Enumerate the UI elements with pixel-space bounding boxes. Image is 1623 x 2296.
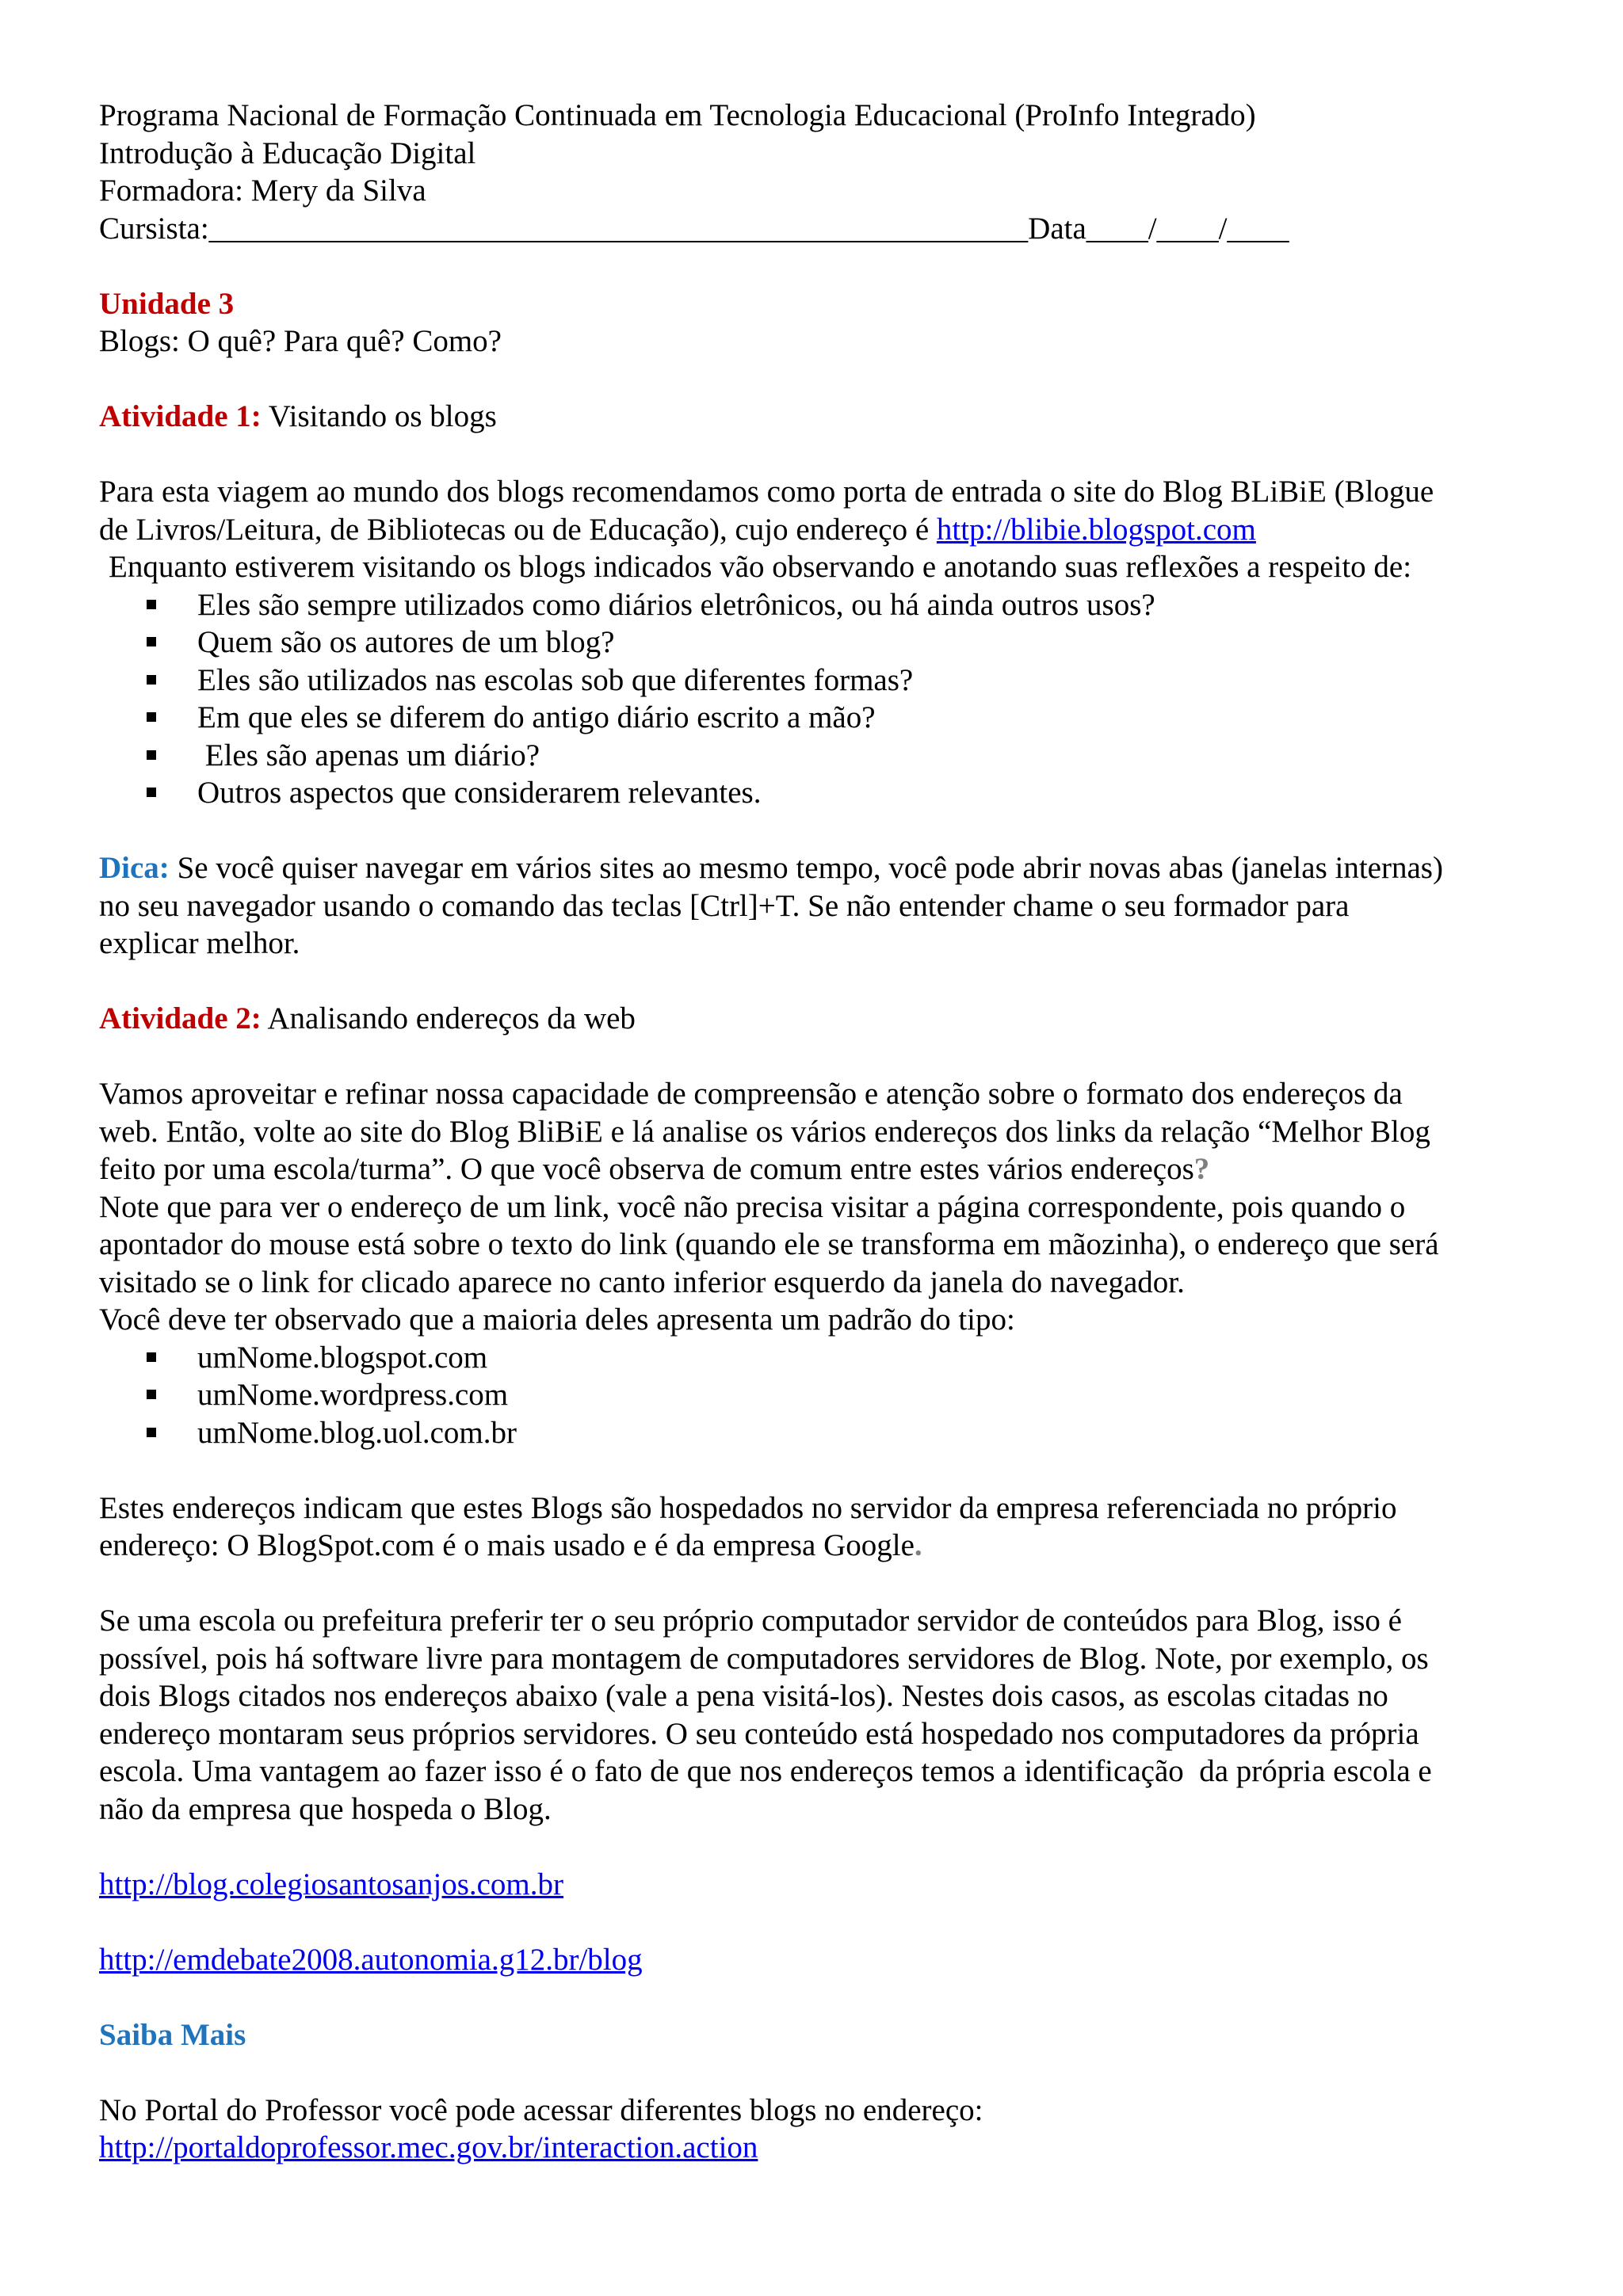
activity2-label: Atividade 2: <box>99 1001 262 1035</box>
activity2-p1-line2: web. Então, volte ao site do Blog BliBiE e lá analise os vários endereços dos links da relação “Melhor Blog <box>99 1114 1430 1149</box>
activity2-p3-line1: Você deve ter observado que a maioria deles apresenta um padrão do tipo: <box>99 1302 1015 1337</box>
period-mark: . <box>914 1528 922 1562</box>
bullet-icon <box>147 637 156 646</box>
address-patterns <box>99 1339 1549 1452</box>
tip-label: Dica: <box>99 851 170 885</box>
list-item <box>99 774 1549 812</box>
list-item-text: Eles são apenas um diário? <box>197 738 540 772</box>
course-title: Introdução à Educação Digital <box>99 135 476 170</box>
list-item-text: umNome.blog.uol.com.br <box>197 1415 517 1450</box>
list-item <box>99 1376 1549 1414</box>
bullet-icon <box>147 788 156 797</box>
bullet-icon <box>147 750 156 760</box>
activity2-title: Analisando endereços da web <box>261 1001 636 1035</box>
list-item <box>99 586 1549 624</box>
list-item-text: Quem são os autores de um blog? <box>197 625 615 659</box>
blibie-link[interactable]: http://blibie.blogspot.com <box>936 512 1256 547</box>
saiba-mais-text: No Portal do Professor você pode acessar diferentes blogs no endereço: <box>99 2092 983 2127</box>
activity1-intro-line3: Enquanto estiverem visitando os blogs indicados vão observando e anotando suas reflexões a respeito de: <box>109 550 1412 584</box>
list-item <box>99 737 1549 775</box>
activity2-p4-line2 <box>99 1527 1549 1565</box>
bullet-icon <box>147 712 156 722</box>
list-item-text: umNome.wordpress.com <box>197 1378 509 1412</box>
activity2-p5-line4: endereço montaram seus próprios servidores. O seu conteúdo está hospedado nos computadores da própria <box>99 1716 1419 1751</box>
activity2-p2-line1: Note que para ver o endereço de um link, você não precisa visitar a página correspondente, pois quando o <box>99 1189 1406 1224</box>
list-item <box>99 1414 1549 1452</box>
bullet-icon <box>147 675 156 685</box>
school-link-1-row <box>99 1866 1549 1904</box>
activity2-p5-line6: não da empresa que hospeda o Blog. <box>99 1791 552 1826</box>
saiba-mais-heading: Saiba Mais <box>99 2017 246 2052</box>
program-title: Programa Nacional de Formação Continuada em Tecnologia Educacional (ProInfo Integrado) <box>99 98 1256 132</box>
list-item <box>99 624 1549 662</box>
list-item-text: Eles são sempre utilizados como diários eletrônicos, ou há ainda outros usos? <box>197 587 1155 622</box>
tip-text: Se você quiser navegar em vários sites ao mesmo tempo, você pode abrir novas abas (janelas internas) <box>169 851 1443 885</box>
activity2-p4-line1: Estes endereços indicam que estes Blogs são hospedados no servidor da empresa referenciada no próprio <box>99 1490 1397 1525</box>
question-mark: ? <box>1193 1152 1210 1186</box>
tip-line1 <box>99 849 1549 887</box>
school-link-2-row <box>99 1941 1549 1979</box>
unit-title: Unidade 3 <box>99 286 235 321</box>
portal-link-row <box>99 2129 1549 2167</box>
list-item <box>99 662 1549 700</box>
list-item-text: Eles são utilizados nas escolas sob que diferentes formas? <box>197 662 914 697</box>
colegio-santos-anjos-link[interactable]: http://blog.colegiosantosanjos.com.br <box>99 1867 564 1901</box>
activity2-p5-line3: dois Blogs citados nos endereços abaixo (vale a pena visitá-los). Nestes dois casos, as escolas citadas no <box>99 1679 1388 1713</box>
activity2-p5-line5: escola. Uma vantagem ao fazer isso é o fato de que nos endereços temos a identificação da própria escola e <box>99 1754 1432 1788</box>
bullet-icon <box>147 1428 156 1437</box>
list-item <box>99 1339 1549 1377</box>
activity2-p1-line3 <box>99 1150 1549 1188</box>
activity2-p2-line2: apontador do mouse está sobre o texto do link (quando ele se transforma em mãozinha), o endereço que será <box>99 1227 1439 1261</box>
list-item-text: Em que eles se diferem do antigo diário escrito a mão? <box>197 700 876 734</box>
activity1-questions <box>99 586 1549 812</box>
list-item-text: umNome.blogspot.com <box>197 1340 488 1375</box>
activity1-intro-line2 <box>99 511 1549 549</box>
activity2-p5-line2: possível, pois há software livre para montagem de computadores servidores de Blog. Note, por exemplo, os <box>99 1641 1429 1676</box>
document-page <box>99 97 1549 2167</box>
activity1-title: Visitando os blogs <box>261 399 497 433</box>
activity2-p1-text: feito por uma escola/turma”. O que você observa de comum entre estes vários endereços <box>99 1152 1194 1186</box>
emdebate-link[interactable]: http://emdebate2008.autonomia.g12.br/blog <box>99 1942 643 1977</box>
bullet-icon <box>147 1352 156 1362</box>
activity2-p5-line1: Se uma escola ou prefeitura preferir ter o seu próprio computador servidor de conteúdos para Blog, isso é <box>99 1604 1402 1638</box>
activity2-p4-text: endereço: O BlogSpot.com é o mais usado e é da empresa Google <box>99 1528 915 1562</box>
list-item <box>99 699 1549 737</box>
student-field: Cursista:_____________________________________________________Data____/____/____ <box>99 211 1289 246</box>
portal-professor-link[interactable]: http://portaldoprofessor.mec.gov.br/interaction.action <box>99 2130 758 2164</box>
unit-subtitle: Blogs: O quê? Para quê? Como? <box>99 324 502 358</box>
activity2-p1-line1: Vamos aproveitar e refinar nossa capacidade de compreensão e atenção sobre o formato dos endereços da <box>99 1077 1403 1111</box>
bullet-icon <box>147 600 156 609</box>
activity1-intro-line1: Para esta viagem ao mundo dos blogs recomendamos como porta de entrada o site do Blog BLiBiE (Blogue <box>99 475 1434 509</box>
list-item-text: Outros aspectos que considerarem relevantes. <box>197 776 762 810</box>
activity2-heading <box>99 1000 1549 1038</box>
trainer-name: Formadora: Mery da Silva <box>99 174 426 208</box>
activity1-heading <box>99 398 1549 436</box>
tip-line3: explicar melhor. <box>99 926 300 960</box>
activity2-p2-line3: visitado se o link for clicado aparece no canto inferior esquerdo da janela do navegador. <box>99 1264 1185 1299</box>
activity1-label: Atividade 1: <box>99 399 262 433</box>
tip-line2: no seu navegador usando o comando das teclas [Ctrl]+T. Se não entender chame o seu formador para <box>99 888 1350 923</box>
activity1-intro-text: de Livros/Leitura, de Bibliotecas ou de Educação), cujo endereço é <box>99 512 937 547</box>
bullet-icon <box>147 1390 156 1399</box>
